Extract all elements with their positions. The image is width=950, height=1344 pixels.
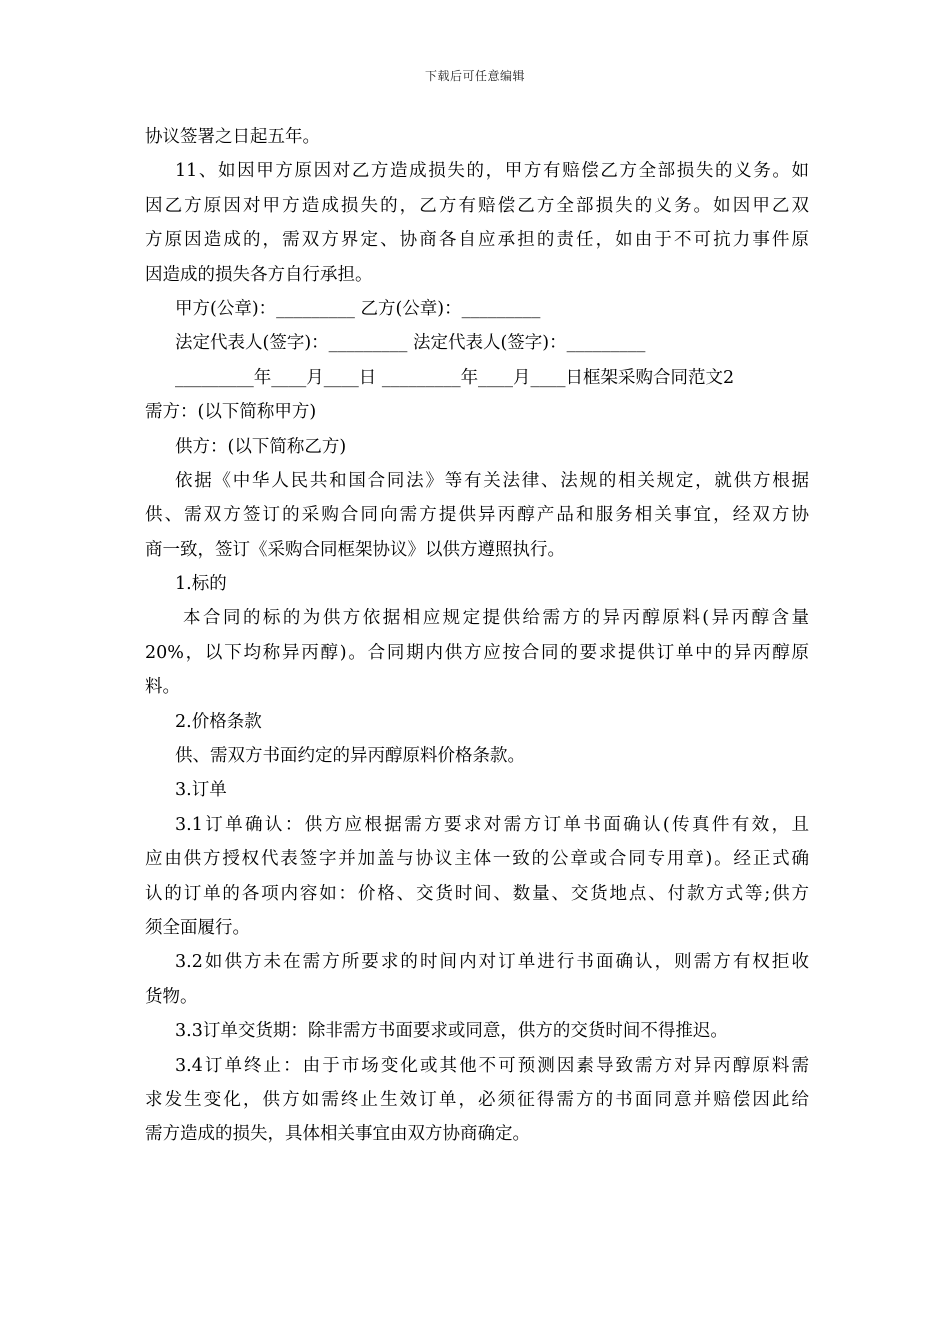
text-line: 3.订单 <box>175 780 227 801</box>
text-line: 3.2如供方未在需方所要求的时间内对订单进行书面确认，则需方有权拒收 <box>175 952 809 973</box>
text-line: _________年____月____日 _________年____月____日框架采购合同范文2 <box>175 367 735 388</box>
text-line: 供方：(以下简称乙方) <box>175 436 347 457</box>
text-line: 因造成的损失各方自行承担。 <box>145 264 373 285</box>
text-line: 3.1订单确认：供方应根据需方要求对需方订单书面确认(传真件有效，且 <box>175 814 809 835</box>
text-line: 协议签署之日起五年。 <box>145 127 320 147</box>
text-line: 法定代表人(签字)：_________ 法定代表人(签字)：_________ <box>175 333 646 354</box>
text-line: 11、如因甲方原因对乙方造成损失的，甲方有赔偿乙方全部损失的义务。如 <box>175 161 809 182</box>
page-header: 下载后可任意编辑 <box>424 69 525 83</box>
text-line: 甲方(公章)：_________ 乙方(公章)：_________ <box>175 298 541 319</box>
text-line: 3.4订单终止：由于市场变化或其他不可预测因素导致需方对异丙醇原料需 <box>175 1055 809 1076</box>
text-line: 须全面履行。 <box>145 917 250 938</box>
text-line: 依据《中华人民共和国合同法》等有关法律、法规的相关规定，就供方根据 <box>175 470 809 491</box>
text-line: 供、需双方书面约定的异丙醇原料价格条款。 <box>175 746 525 767</box>
text-line: 2.价格条款 <box>175 711 262 732</box>
text-line: 料。 <box>145 677 180 698</box>
text-line: 20%，以下均称异丙醇)。合同期内供方应按合同的要求提供订单中的异丙醇原 <box>145 642 809 663</box>
text-line: 需方：(以下简称甲方) <box>145 402 317 423</box>
text-line: 供、需双方签订的采购合同向需方提供异丙醇产品和服务相关事宜，经双方协 <box>145 505 809 526</box>
text-line: 应由供方授权代表签字并加盖与协议主体一致的公章或合同专用章)。经正式确 <box>145 849 809 870</box>
text-line: 需方造成的损失，具体相关事宜由双方协商确定。 <box>145 1124 530 1145</box>
text-line: 货物。 <box>145 986 198 1007</box>
text-line: 认的订单的各项内容如：价格、交货时间、数量、交货地点、付款方式等;供方 <box>145 883 809 904</box>
text-line: 3.3订单交货期：除非需方书面要求或同意，供方的交货时间不得推迟。 <box>175 1021 728 1042</box>
text-line: 方原因造成的，需双方界定、协商各自应承担的责任，如由于不可抗力事件原 <box>145 230 809 251</box>
text-line: 商一致，签订《采购合同框架协议》以供方遵照执行。 <box>145 539 565 560</box>
text-line: 求发生变化，供方如需终止生效订单，必须征得需方的书面同意并赔偿因此给 <box>145 1089 809 1110</box>
text-line: 因乙方原因对甲方造成损失的，乙方有赔偿乙方全部损失的义务。如因甲乙双 <box>145 195 809 216</box>
text-line: 1.标的 <box>175 574 227 595</box>
text-line: 本合同的标的为供方依据相应规定提供给需方的异丙醇原料(异丙醇含量 <box>175 608 809 629</box>
document-body <box>145 120 809 1152</box>
